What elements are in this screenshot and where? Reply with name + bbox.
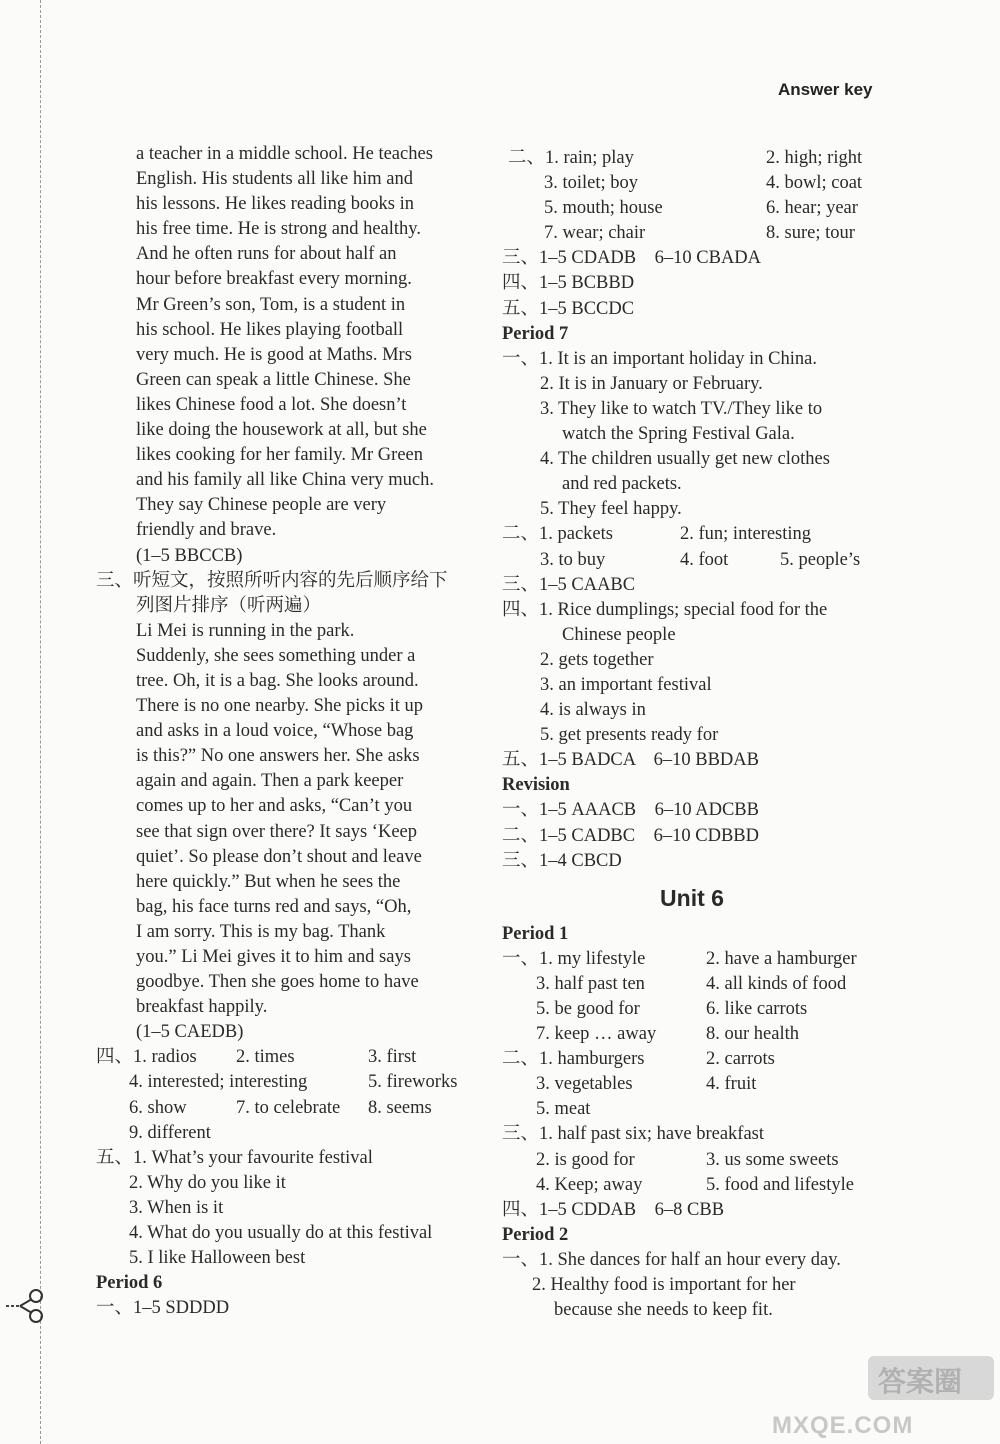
- left-column: [96, 142, 486, 1321]
- answer-line: because she needs to keep fit.: [554, 1300, 773, 1321]
- period1-section-1: [502, 947, 902, 1047]
- period1-section-3: [502, 1122, 902, 1197]
- text-line: comes up to her and asks, “Can’t you: [136, 796, 413, 817]
- answer-line: 四、1–5 BCBBD: [502, 273, 635, 294]
- answer-item: 2. high; right: [766, 148, 863, 168]
- period7-section-1: [502, 347, 902, 523]
- cut-line: [40, 0, 41, 1444]
- answer-item: 5. food and lifestyle: [706, 1174, 854, 1195]
- text-line: I am sorry. This is my bag. Thank: [136, 921, 386, 942]
- answer-line: 4. The children usually get new clothes: [540, 449, 830, 470]
- answer-item: 6. show: [129, 1097, 187, 1118]
- answer-line: 2. gets together: [540, 649, 654, 670]
- answer-line: 一、1–5 SDDDD: [96, 1298, 230, 1319]
- answer-line: 五、1. What’s your favourite festival: [96, 1147, 373, 1168]
- text-line: you.” Li Mei gives it to him and says: [136, 947, 411, 967]
- answer-line: 4. is always in: [540, 700, 646, 721]
- answer-item: 8. seems: [368, 1097, 432, 1118]
- answer-line: 二、1–5 CADBC 6–10 CDBBD: [502, 825, 759, 846]
- answer-row: [96, 1070, 486, 1095]
- answer-line: watch the Spring Festival Gala.: [562, 424, 795, 445]
- answer-line: 一、1–5 AAACB 6–10 ADCBB: [502, 800, 759, 821]
- answer-item: 5. mouth; house: [544, 198, 663, 219]
- answer-item: 4. interested; interesting: [129, 1072, 308, 1093]
- period7-section-2: [502, 522, 902, 572]
- answer-line: 2. Healthy food is important for her: [532, 1275, 796, 1296]
- answer-line: 四、1–5 CDDAB 6–8 CBB: [502, 1199, 725, 1220]
- answer-item: 7. wear; chair: [544, 223, 646, 244]
- answer-row: [502, 1173, 902, 1198]
- answer-item: 8. our health: [706, 1024, 799, 1045]
- text-line: his lessons. He likes reading books in: [136, 194, 414, 215]
- answer-row: [502, 548, 902, 573]
- answer-row: [502, 522, 902, 547]
- answer-item: 3. us some sweets: [706, 1149, 839, 1170]
- section-title: 三、听短文，按照所听内容的先后顺序给下: [96, 570, 448, 591]
- answer-line: 3. When is it: [129, 1197, 224, 1218]
- text-line: a teacher in a middle school. He teaches: [136, 144, 433, 164]
- period-heading: Period 6: [96, 1273, 163, 1294]
- answer-item: 4. fruit: [706, 1074, 757, 1095]
- answer-item: 7. keep … away: [536, 1024, 657, 1045]
- answer-line: 一、1. It is an important holiday in China.: [502, 348, 817, 369]
- answer-item: 2. times: [236, 1047, 295, 1068]
- text-line: And he often runs for about half an: [136, 244, 397, 265]
- text-line: tree. Oh, it is a bag. She looks around.: [136, 670, 419, 691]
- text-line: bag, his face turns red and says, “Oh,: [136, 896, 412, 917]
- text-line: Li Mei is running in the park.: [136, 620, 355, 641]
- answer-line: Chinese people: [562, 624, 676, 645]
- answer-item: 二、1. hamburgers: [502, 1049, 645, 1070]
- answer-line: (1–5 CAEDB): [136, 1022, 244, 1043]
- text-line: again and again. Then a park keeper: [136, 771, 404, 792]
- answer-line: 三、1–5 CDADB 6–10 CBADA: [502, 248, 762, 269]
- answer-item: 4. bowl; coat: [766, 173, 863, 194]
- answer-row: [96, 1096, 486, 1121]
- listening-passage-2: [96, 619, 486, 1046]
- answer-line: 3. They like to watch TV./They like to: [540, 398, 823, 419]
- text-line: like doing the housework at all, but she: [136, 420, 427, 441]
- answer-item: 7. to celebrate: [236, 1097, 341, 1118]
- answer-line: 一、1. She dances for half an hour every day.: [502, 1249, 841, 1270]
- answer-row: [96, 1045, 486, 1070]
- answer-line: 三、1–5 CAABC: [502, 574, 636, 595]
- answer-item: 二、1. packets: [502, 524, 613, 545]
- text-line: is this?” No one answers her. She asks: [136, 746, 420, 767]
- text-line: breakfast happily.: [136, 997, 268, 1018]
- answer-item: 2. fun; interesting: [680, 524, 812, 545]
- answer-line: 5. I like Halloween best: [129, 1248, 306, 1269]
- answer-item: 3. vegetables: [536, 1074, 633, 1095]
- text-line: English. His students all like him and: [136, 169, 413, 190]
- answer-item: 8. sure; tour: [766, 223, 855, 244]
- answer-row: [502, 1122, 902, 1147]
- text-line: friendly and brave.: [136, 520, 277, 541]
- answer-item: 3. half past ten: [536, 973, 645, 994]
- text-line: likes cooking for her family. Mr Green: [136, 445, 424, 466]
- answer-row: [502, 146, 902, 171]
- answer-line: (1–5 BBCCB): [136, 545, 243, 566]
- text-line: his school. He likes playing football: [136, 319, 404, 340]
- text-line: here quickly.” But when he sees the: [136, 871, 401, 892]
- period-heading: Period 2: [502, 1224, 569, 1245]
- answer-row: [502, 196, 902, 221]
- answer-line: 五、1–5 BCCDC: [502, 298, 635, 319]
- text-line: Suddenly, she sees something under a: [136, 645, 416, 666]
- page-header: Answer key: [778, 80, 873, 99]
- period-heading: Period 7: [502, 323, 569, 344]
- text-line: hour before breakfast every morning.: [136, 269, 412, 290]
- text-line: and his family all like China very much.: [136, 470, 434, 491]
- answer-row: [502, 997, 902, 1022]
- answer-item: 3. to buy: [540, 549, 606, 570]
- answer-line: 2. Why do you like it: [129, 1172, 286, 1193]
- answer-line: 3. an important festival: [540, 674, 712, 695]
- answer-item: 2. carrots: [706, 1049, 775, 1070]
- answer-row: [502, 972, 902, 997]
- answer-row: [502, 1022, 902, 1047]
- answer-item: 5. fireworks: [368, 1072, 458, 1093]
- right-column: [502, 146, 902, 1323]
- answer-item: 5. people’s: [780, 549, 861, 570]
- answer-item: 2. is good for: [536, 1149, 635, 1170]
- answer-item: 4. all kinds of food: [706, 973, 847, 994]
- period1-section-2: [502, 1047, 902, 1122]
- answer-line: 四、1. Rice dumplings; special food for the: [502, 599, 828, 620]
- answer-item: 5. be good for: [536, 999, 640, 1019]
- answer-row: [502, 1097, 902, 1122]
- section-4: [96, 1045, 486, 1145]
- listening-passage-1: [96, 142, 486, 569]
- answer-line: 5. They feel happy.: [540, 499, 682, 520]
- revision-heading: Revision: [502, 775, 570, 796]
- answer-line: 4. What do you usually do at this festival: [129, 1223, 433, 1244]
- scissors-icon: [6, 1286, 46, 1326]
- answer-item: 2. have a hamburger: [706, 948, 857, 969]
- answer-item: 4. foot: [680, 549, 729, 570]
- text-line: Mr Green’s son, Tom, is a student in: [136, 294, 406, 315]
- answer-item: 二、1. rain; play: [508, 148, 634, 168]
- answer-line: 5. get presents ready for: [540, 725, 719, 746]
- text-line: see that sign over there? It says ‘Keep: [136, 821, 417, 842]
- answer-item: 3. toilet; boy: [544, 173, 639, 194]
- unit-title: Unit 6: [660, 884, 724, 911]
- answer-item: 三、1. half past six; have breakfast: [502, 1124, 765, 1145]
- period-heading: Period 1: [502, 923, 569, 944]
- answer-item: 一、1. my lifestyle: [502, 948, 646, 969]
- period7-section-4: [502, 598, 902, 749]
- answer-row: [96, 1121, 486, 1146]
- answer-line: 三、1–4 CBCD: [502, 850, 622, 871]
- watermark-site: MXQE.COM: [772, 1412, 914, 1439]
- answer-line: and red packets.: [562, 474, 682, 495]
- answer-item: 4. Keep; away: [536, 1174, 643, 1195]
- answer-item: 四、1. radios: [96, 1047, 197, 1068]
- answer-item: 9. different: [129, 1122, 211, 1143]
- block-2: [502, 146, 902, 246]
- period2-section-1: [502, 1248, 902, 1323]
- text-line: very much. He is good at Maths. Mrs: [136, 344, 412, 365]
- answer-row: [502, 1047, 902, 1072]
- answer-row: [502, 947, 902, 972]
- text-line: and asks in a loud voice, “Whose bag: [136, 721, 414, 742]
- text-line: his free time. He is strong and healthy.: [136, 219, 421, 240]
- answer-line: 2. It is in January or February.: [540, 373, 763, 394]
- answer-row: [502, 1072, 902, 1097]
- text-line: Green can speak a little Chinese. She: [136, 369, 411, 390]
- answer-line: 五、1–5 BADCA 6–10 BBDAB: [502, 750, 759, 771]
- text-line: likes Chinese food a lot. She doesn’t: [136, 394, 407, 415]
- section-5: [96, 1146, 486, 1271]
- section-title: 列图片排序（听两遍）: [136, 595, 322, 616]
- answer-row: [502, 171, 902, 196]
- answer-item: 6. like carrots: [706, 999, 808, 1019]
- text-line: They say Chinese people are very: [136, 495, 387, 516]
- answer-row: [502, 1148, 902, 1173]
- answer-item: 3. first: [368, 1047, 417, 1068]
- answer-row: [502, 221, 902, 246]
- text-line: goodbye. Then she goes home to have: [136, 972, 419, 993]
- answer-item: 6. hear; year: [766, 198, 858, 219]
- answer-item: 5. meat: [536, 1099, 591, 1120]
- text-line: quiet’. So please don’t shout and leave: [136, 846, 422, 867]
- text-line: There is no one nearby. She picks it up: [136, 696, 424, 717]
- watermark-logo-text: 答案圈: [878, 1365, 963, 1398]
